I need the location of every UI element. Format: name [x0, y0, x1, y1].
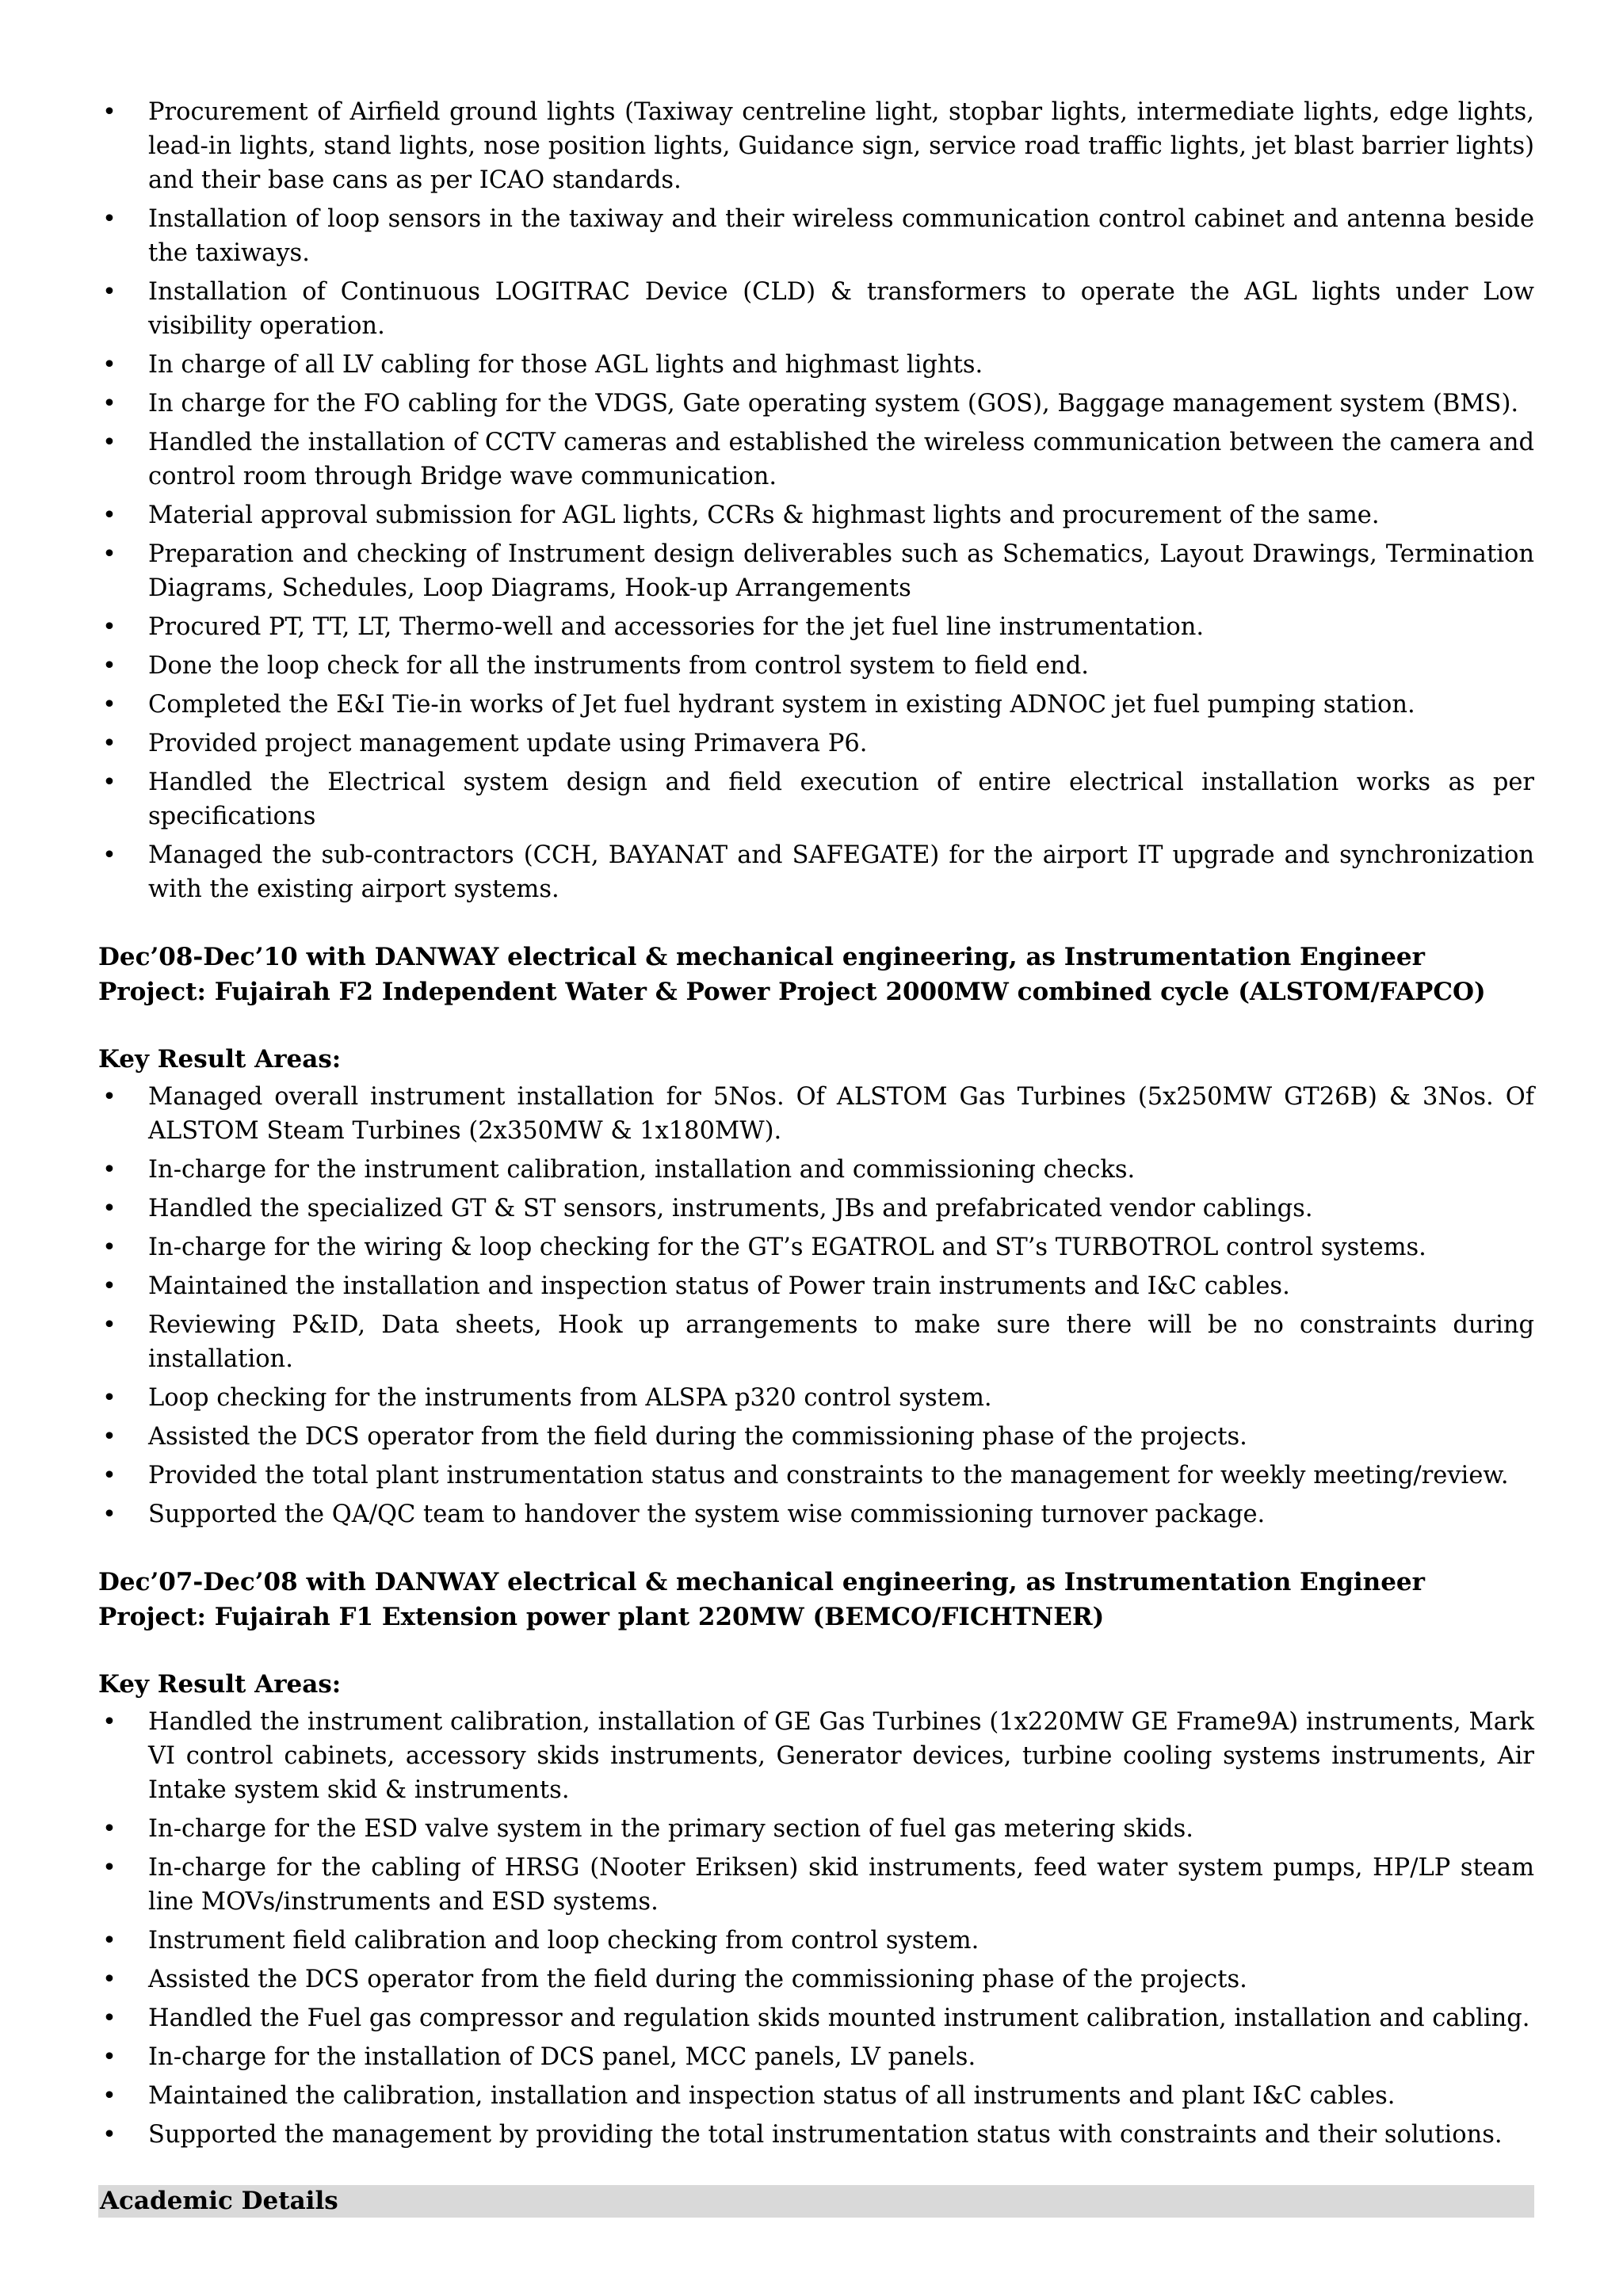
list-item [98, 95, 1534, 197]
bullet-icon: • [102, 1272, 116, 1300]
section1-bullet-list [98, 95, 1534, 906]
list-item [98, 275, 1534, 343]
bullet-icon: • [102, 1195, 116, 1222]
bullet-icon: • [102, 2121, 116, 2149]
list-item-text: Supported the management by providing the total instrumentation status with constraints and their solutions. [148, 2121, 1503, 2149]
list-item [98, 1381, 1534, 1415]
bullet-icon: • [102, 1384, 116, 1412]
list-item-text: Maintained the calibration, installation and inspection status of all instruments and plant I&C cables. [148, 2082, 1396, 2110]
list-item-text: Reviewing P&ID, Data sheets, Hook up arrangements to make sure there will be no constraints during installation. [148, 1311, 1534, 1373]
job2-bullet-list [98, 1080, 1534, 1531]
list-item [98, 1420, 1534, 1454]
list-item [98, 1153, 1534, 1187]
job2-project: Project: Fujairah F2 Independent Water & Power Project 2000MW combined cycle (ALSTOM/FAPCO) [98, 978, 1486, 1006]
bullet-icon: • [102, 1083, 116, 1111]
list-item [98, 1308, 1534, 1376]
job2-title: Dec’08-Dec’10 with DANWAY electrical & mechanical engineering, as Instrumentation Engineer [98, 943, 1425, 971]
list-item [98, 727, 1534, 761]
list-item-text: Handled the Fuel gas compressor and regulation skids mounted instrument calibration, installation and cabling. [148, 2004, 1530, 2032]
list-item-text: In-charge for the wiring & loop checking for the GT’s EGATROL and ST’s TURBOTROL control systems. [148, 1234, 1426, 1261]
list-item-text: Done the loop check for all the instruments from control system to field end. [148, 652, 1089, 680]
list-item-text: Handled the Electrical system design and field execution of entire electrical installation works as per specifications [148, 769, 1534, 830]
list-item [98, 387, 1534, 421]
list-item [98, 425, 1534, 494]
list-item-text: Loop checking for the instruments from ALSPA p320 control system. [148, 1384, 992, 1412]
list-item [98, 537, 1534, 605]
bullet-icon: • [102, 429, 116, 456]
bullet-icon: • [102, 1311, 116, 1339]
job3-project: Project: Fujairah F1 Extension power plant 220MW (BEMCO/FICHTNER) [98, 1603, 1105, 1631]
list-item [98, 1497, 1534, 1531]
bullet-icon: • [102, 1234, 116, 1261]
bullet-icon: • [102, 1708, 116, 1736]
list-item [98, 1705, 1534, 1807]
list-item-text: Supported the QA/QC team to handover the system wise commissioning turnover package. [148, 1501, 1266, 1528]
bullet-icon: • [102, 730, 116, 757]
list-item-text: In-charge for the cabling of HRSG (Nooter Eriksen) skid instruments, feed water system pumps, HP/LP steam line MOVs/instruments and ESD systems. [148, 1854, 1534, 1916]
list-item-text: Assisted the DCS operator from the field during the commissioning phase of the projects. [148, 1966, 1247, 1993]
list-item [98, 498, 1534, 532]
list-item [98, 610, 1534, 644]
bullet-icon: • [102, 1156, 116, 1184]
job3-bullet-list [98, 1705, 1534, 2152]
bullet-icon: • [102, 540, 116, 568]
list-item [98, 1192, 1534, 1226]
list-item-text: Material approval submission for AGL lights, CCRs & highmast lights and procurement of the same. [148, 502, 1380, 529]
bullet-icon: • [102, 652, 116, 680]
bullet-icon: • [102, 1462, 116, 1489]
list-item-text: Provided the total plant instrumentation status and constraints to the management for weekly meeting/review. [148, 1462, 1509, 1489]
bullet-icon: • [102, 2082, 116, 2110]
bullet-icon: • [102, 841, 116, 869]
list-item-text: Preparation and checking of Instrument design deliverables such as Schematics, Layout Drawings, Termination Diagrams, Schedules, Loop Diagrams, Hook-up Arrangements [148, 540, 1534, 602]
list-item-text: In-charge for the ESD valve system in the primary section of fuel gas metering skids. [148, 1815, 1194, 1843]
list-item-text: In charge of all LV cabling for those AGL lights and highmast lights. [148, 351, 983, 379]
academic-details-heading: Academic Details [98, 2185, 1534, 2218]
bullet-icon: • [102, 2043, 116, 2071]
list-item-text: Handled the instrument calibration, installation of GE Gas Turbines (1x220MW GE Frame9A) instruments, Mark VI control cabinets, accessory skids instruments, Generator devices, turbine cooling systems instruments, Air Intake system skid & instruments. [148, 1708, 1534, 1804]
list-item-text: Instrument field calibration and loop checking from control system. [148, 1927, 980, 1955]
bullet-icon: • [102, 769, 116, 796]
bullet-icon: • [102, 1854, 116, 1882]
job3-header [98, 1565, 1534, 1634]
list-item-text: Assisted the DCS operator from the field during the commissioning phase of the projects. [148, 1423, 1247, 1451]
list-item [98, 1459, 1534, 1493]
list-item-text: Installation of loop sensors in the taxiway and their wireless communication control cabinet and antenna beside the taxiways. [148, 205, 1534, 267]
bullet-icon: • [102, 1927, 116, 1955]
list-item-text: Handled the installation of CCTV cameras and established the wireless communication between the camera and control room through Bridge wave communication. [148, 429, 1534, 490]
job3-title: Dec’07-Dec’08 with DANWAY electrical & mechanical engineering, as Instrumentation Engineer [98, 1568, 1425, 1596]
list-item [98, 1269, 1534, 1303]
list-item-text: Managed the sub-contractors (CCH, BAYANAT and SAFEGATE) for the airport IT upgrade and synchronization with the existing airport systems. [148, 841, 1534, 903]
bullet-icon: • [102, 1966, 116, 1993]
bullet-icon: • [102, 502, 116, 529]
list-item [98, 2001, 1534, 2035]
bullet-icon: • [102, 205, 116, 233]
list-item [98, 2118, 1534, 2152]
list-item-text: Provided project management update using Primavera P6. [148, 730, 868, 757]
bullet-icon: • [102, 351, 116, 379]
list-item-text: Procurement of Airfield ground lights (Taxiway centreline light, stopbar lights, intermediate lights, edge lights, lead-in lights, stand lights, nose position lights, Guidance sign, service road traffic lights, jet blast barrier lights) and their base cans as per ICAO standards. [148, 98, 1534, 194]
list-item [98, 1962, 1534, 1997]
job2-header [98, 940, 1534, 1009]
job3-kra-title: Key Result Areas: [98, 1670, 342, 1699]
list-item-text: Completed the E&I Tie-in works of Jet fuel hydrant system in existing ADNOC jet fuel pumping station. [148, 691, 1415, 719]
list-item-text: Managed overall instrument installation for 5Nos. Of ALSTOM Gas Turbines (5x250MW GT26B) & 3Nos. Of ALSTOM Steam Turbines (2x350MW & 1x180MW). [148, 1083, 1534, 1145]
list-item-text: Procured PT, TT, LT, Thermo-well and accessories for the jet fuel line instrumentation. [148, 613, 1205, 641]
list-item [98, 688, 1534, 722]
list-item [98, 1924, 1534, 1958]
bullet-icon: • [102, 278, 116, 306]
list-item-text: Handled the specialized GT & ST sensors, instruments, JBs and prefabricated vendor cablings. [148, 1195, 1313, 1222]
list-item [98, 765, 1534, 833]
list-item [98, 202, 1534, 270]
list-item-text: In-charge for the instrument calibration, installation and commissioning checks. [148, 1156, 1136, 1184]
list-item-text: In charge for the FO cabling for the VDGS, Gate operating system (GOS), Baggage management system (BMS). [148, 390, 1519, 418]
bullet-icon: • [102, 613, 116, 641]
list-item [98, 838, 1534, 906]
list-item [98, 2040, 1534, 2074]
list-item [98, 348, 1534, 382]
list-item [98, 649, 1534, 683]
list-item [98, 1230, 1534, 1264]
bullet-icon: • [102, 98, 116, 126]
list-item-text: Installation of Continuous LOGITRAC Device (CLD) & transformers to operate the AGL lights under Low visibility operation. [148, 278, 1534, 340]
list-item-text: Maintained the installation and inspection status of Power train instruments and I&C cables. [148, 1272, 1290, 1300]
list-item [98, 1812, 1534, 1846]
bullet-icon: • [102, 1423, 116, 1451]
list-item [98, 1080, 1534, 1148]
list-item [98, 2079, 1534, 2113]
bullet-icon: • [102, 390, 116, 418]
bullet-icon: • [102, 691, 116, 719]
bullet-icon: • [102, 2004, 116, 2032]
bullet-icon: • [102, 1815, 116, 1843]
list-item [98, 1851, 1534, 1919]
list-item-text: In-charge for the installation of DCS panel, MCC panels, LV panels. [148, 2043, 976, 2071]
job2-kra-title: Key Result Areas: [98, 1045, 342, 1074]
bullet-icon: • [102, 1501, 116, 1528]
